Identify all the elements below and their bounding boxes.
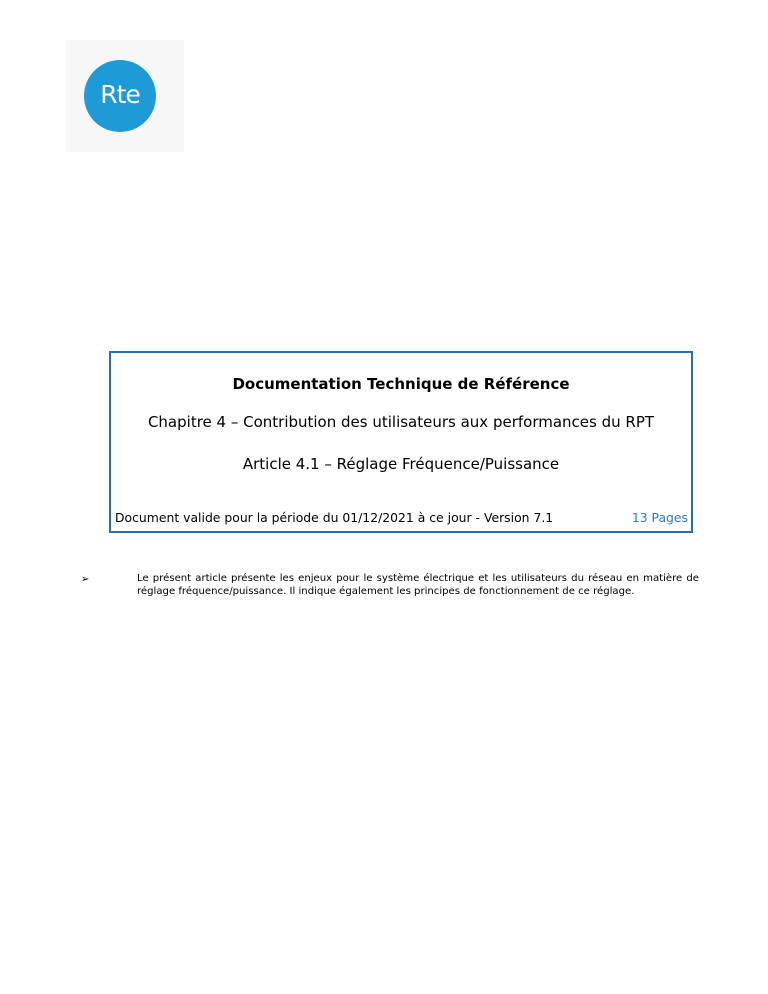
rte-logo [84, 60, 156, 132]
chapter-title: Chapitre 4 – Contribution des utilisateurs aux performances du RPT [147, 413, 655, 431]
intro-paragraph: Le présent article présente les enjeux pour le système électrique et les utilisateurs du réseau en matière de réglage fréquence/puissance. Il indique également les principes de fonctionnement de ce réglage. [137, 573, 699, 597]
document-title: Documentation Technique de Référence [232, 375, 570, 393]
logo-area [66, 40, 184, 152]
article-title: Article 4.1 – Réglage Fréquence/Puissance [242, 455, 560, 473]
title-box [109, 351, 693, 533]
logo-text: Rte [100, 80, 140, 109]
page-count: 13 Pages [631, 510, 688, 525]
validity-text: Document valide pour la période du 01/12/2021 à ce jour - Version 7.1 [115, 510, 554, 525]
bullet-arrow-icon: ➢ [81, 574, 90, 585]
